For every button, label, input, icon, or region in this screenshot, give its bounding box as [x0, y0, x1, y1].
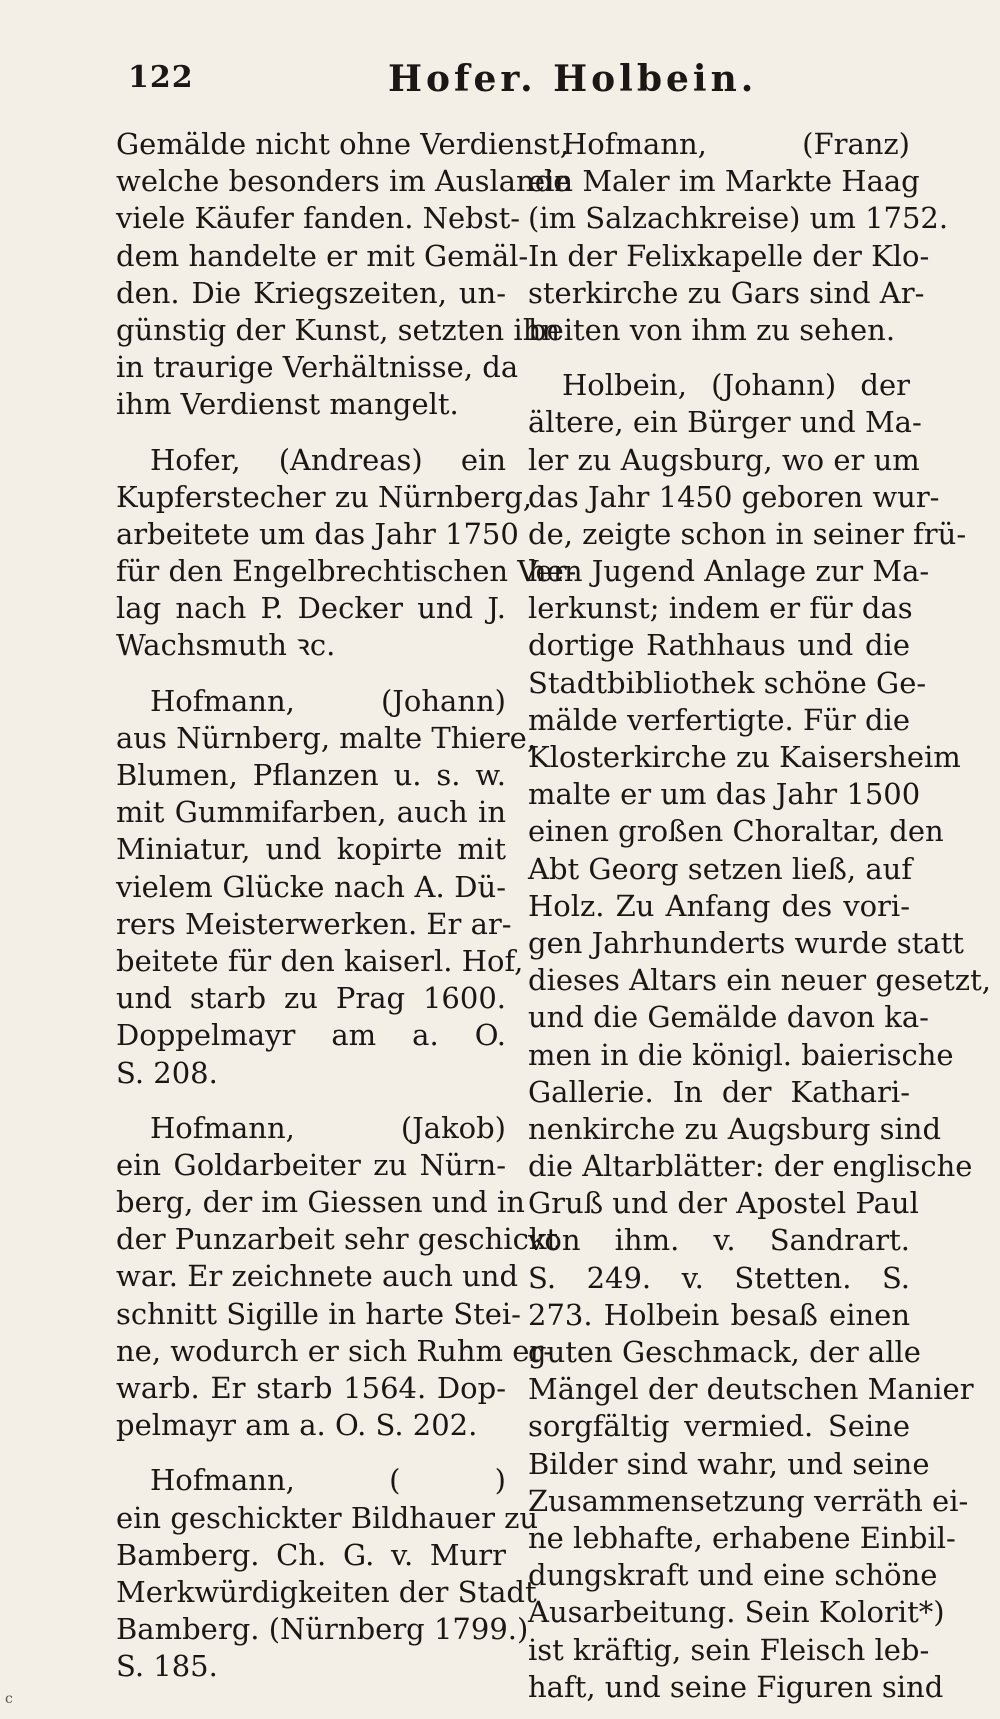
- text-line: In der Felixkapelle der Klo-: [528, 238, 930, 273]
- paragraph: [116, 442, 577, 665]
- text-line: ein Goldarbeiter zu Nürn-: [116, 1147, 506, 1182]
- text-line: Mängel der deutschen Manier: [528, 1372, 974, 1407]
- paragraph: [116, 1462, 539, 1685]
- text-line: ein Maler im Markte Haag: [528, 164, 920, 199]
- text-line: Merkwürdigkeiten der Stadt: [116, 1574, 537, 1609]
- text-line: gen Jahrhunderts wurde statt: [528, 925, 964, 960]
- text-line: beiten von ihm zu sehen.: [528, 312, 896, 347]
- text-line: dieses Altars ein neuer gesetzt,: [528, 963, 991, 998]
- text-line: welche besonders im Auslande: [116, 164, 571, 199]
- text-line: Hofmann, (Jakob): [150, 1110, 506, 1145]
- text-line: nenkirche zu Augsburg sind: [528, 1111, 942, 1146]
- text-line: Gallerie. In der Kathari-: [528, 1074, 910, 1109]
- text-line: Zusammensetzung verräth ei-: [528, 1483, 969, 1518]
- text-line: Hofmann, (Franz): [562, 127, 910, 161]
- text-line: und starb zu Prag 1600.: [116, 981, 506, 1016]
- text-line: die Altarblätter: der englische: [528, 1149, 973, 1184]
- text-line: aus Nürnberg, malte Thiere,: [116, 720, 537, 755]
- text-line: Hofmann, (Johann): [150, 683, 506, 718]
- text-line: Bamberg. (Nürnberg 1799.): [116, 1612, 529, 1647]
- text-line: ältere, ein Bürger und Ma-: [528, 405, 922, 440]
- paragraph-gap: [116, 1092, 506, 1110]
- left-column: [116, 126, 577, 1686]
- text-line: Klosterkirche zu Kaisersheim: [528, 740, 961, 774]
- text-line: S. 185.: [116, 1649, 218, 1684]
- right-column: [528, 126, 991, 1706]
- text-line: einen großen Choraltar, den: [528, 814, 944, 849]
- paragraph: [528, 367, 991, 1706]
- paragraph-gap: [116, 1444, 506, 1462]
- text-line: 273. Holbein besaß einen: [528, 1297, 910, 1332]
- text-line: Abt Georg setzen ließ, auf: [528, 851, 913, 886]
- text-line: sorgfältig vermied. Seine: [528, 1409, 910, 1444]
- text-line: Bamberg. Ch. G. v. Murr: [116, 1537, 506, 1572]
- paragraph: [116, 1110, 559, 1445]
- text-line: S. 249. v. Stetten. S.: [528, 1260, 910, 1295]
- text-line: Blumen, Pflanzen u. s. w.: [116, 758, 506, 792]
- text-line: und die Gemälde davon ka-: [528, 1000, 929, 1035]
- text-line: Hofmann, ( ): [150, 1463, 506, 1498]
- text-line: ein geschickter Bildhauer zu: [116, 1500, 539, 1535]
- text-line: ihm Verdienst mangelt.: [116, 387, 459, 422]
- page-header: [0, 58, 1000, 108]
- text-line: dungskraft und eine schöne: [528, 1558, 938, 1593]
- text-line: Gruß und der Apostel Paul: [528, 1186, 919, 1221]
- text-line: Gemälde nicht ohne Verdienst,: [116, 127, 570, 161]
- text-line: ne lebhafte, erhabene Einbil-: [528, 1520, 956, 1555]
- text-line: Holz. Zu Anfang des vori-: [528, 888, 910, 923]
- text-line: den. Die Kriegszeiten, un-: [116, 275, 506, 310]
- paragraph: [528, 126, 949, 349]
- text-line: pelmayr am a. O. S. 202.: [116, 1408, 478, 1443]
- text-line: warb. Er starb 1564. Dop-: [116, 1371, 506, 1405]
- text-line: vielem Glücke nach A. Dü-: [116, 869, 506, 904]
- text-line: günstig der Kunst, setzten ihn: [116, 312, 560, 347]
- paragraph-gap: [116, 424, 506, 442]
- text-line: sterkirche zu Gars sind Ar-: [528, 275, 925, 310]
- text-line: schnitt Sigille in harte Stei-: [116, 1296, 521, 1331]
- text-line: ler zu Augsburg, wo er um: [528, 442, 920, 477]
- text-line: Miniatur, und kopirte mit: [116, 832, 506, 867]
- text-line: von ihm. v. Sandrart.: [528, 1223, 910, 1258]
- text-line: Stadtbibliothek schöne Ge-: [528, 665, 927, 700]
- text-line: das Jahr 1450 geboren wur-: [528, 479, 940, 514]
- text-line: hen Jugend Anlage zur Ma-: [528, 554, 930, 589]
- text-line: Kupferstecher zu Nürnberg,: [116, 479, 533, 514]
- text-line: mit Gummifarben, auch in: [116, 795, 506, 830]
- text-line: dortige Rathhaus und die: [528, 628, 910, 663]
- text-line: lag nach P. Decker und J.: [116, 591, 506, 626]
- text-line: beitete für den kaiserl. Hof,: [116, 943, 524, 978]
- text-line: guten Geschmack, der alle: [528, 1335, 921, 1369]
- paragraph-gap: [528, 349, 910, 367]
- text-line: malte er um das Jahr 1500: [528, 777, 921, 812]
- text-line: Wachsmuth ꝛc.: [116, 628, 336, 663]
- text-line: haft, und seine Figuren sind: [528, 1669, 944, 1704]
- paragraph-gap: [116, 665, 506, 683]
- text-line: dem handelte er mit Gemäl-: [116, 238, 529, 273]
- page-number: 122: [128, 60, 194, 95]
- text-line: men in die königl. baierische: [528, 1037, 954, 1072]
- text-line: berg, der im Giessen und in: [116, 1185, 525, 1220]
- text-line: Holbein, (Johann) der: [562, 368, 910, 403]
- text-line: mälde verfertigte. Für die: [528, 702, 910, 737]
- text-line: lerkunst; indem er für das: [528, 591, 913, 626]
- text-line: war. Er zeichnete auch und: [116, 1259, 519, 1294]
- text-line: ist kräftig, sein Fleisch leb-: [528, 1632, 930, 1667]
- paragraph: [116, 126, 571, 424]
- text-line: für den Engelbrechtischen Ver-: [116, 554, 577, 589]
- text-line: (im Salzachkreise) um 1752.: [528, 201, 949, 236]
- paragraph: [116, 683, 537, 1092]
- text-line: Hofer, (Andreas) ein: [150, 442, 506, 477]
- text-line: Ausarbeitung. Sein Kolorit*): [528, 1595, 945, 1630]
- text-line: viele Käufer fanden. Nebst-: [116, 201, 521, 236]
- text-line: Doppelmayr am a. O.: [116, 1018, 506, 1053]
- footer-mark: c: [5, 1691, 13, 1707]
- text-line: ne, wodurch er sich Ruhm er-: [116, 1333, 554, 1368]
- text-line: arbeitete um das Jahr 1750: [116, 516, 519, 551]
- text-line: de, zeigte schon in seiner frü-: [528, 516, 967, 551]
- running-head: Hofer. Holbein.: [388, 58, 758, 100]
- text-line: in traurige Verhältnisse, da: [116, 350, 519, 385]
- text-line: S. 208.: [116, 1055, 218, 1090]
- text-line: Bilder sind wahr, und seine: [528, 1446, 930, 1481]
- text-line: der Punzarbeit sehr geschickt: [116, 1222, 559, 1257]
- text-line: rers Meisterwerken. Er ar-: [116, 906, 512, 941]
